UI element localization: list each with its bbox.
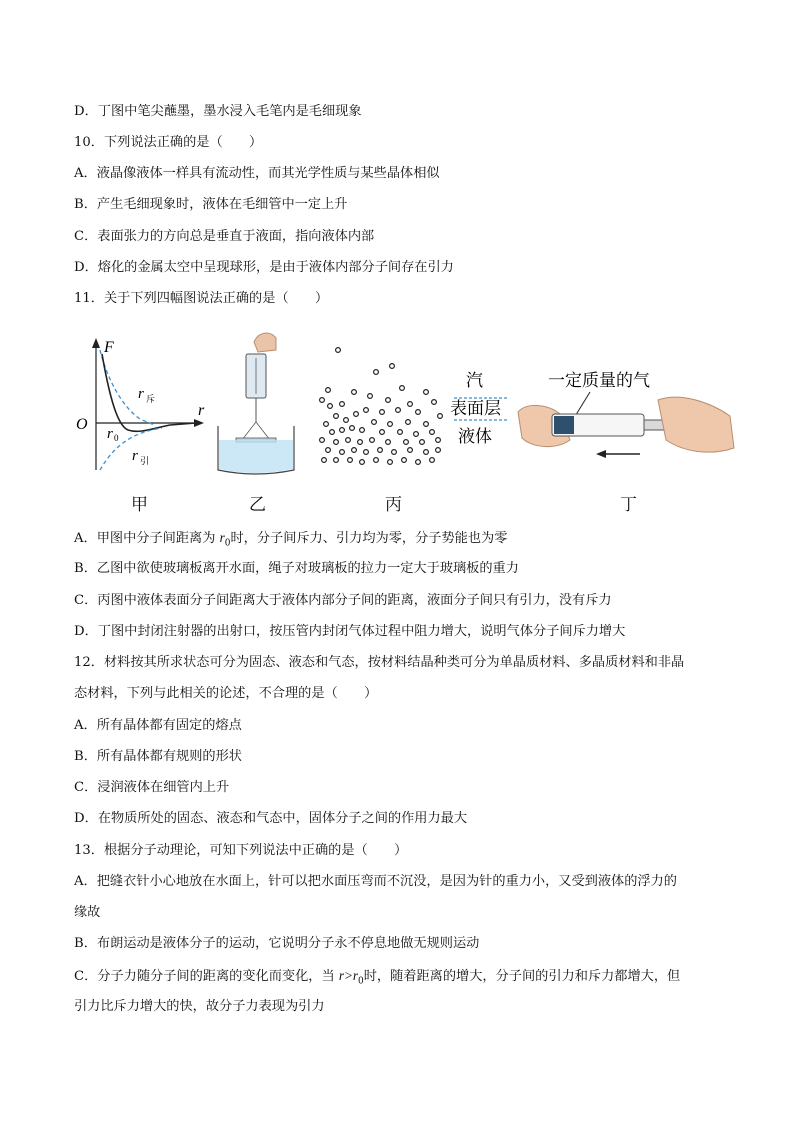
r0-sub: 0 [114, 433, 119, 443]
q10-stem: 10．下列说法正确的是（ ） [74, 135, 263, 150]
q11-option-c: C．丙图中液体表面分子间距离大于液体内部分子间的距离，液面分子间只有引力，没有斥力 [74, 593, 612, 608]
figure-panel [70, 330, 740, 520]
q12-stem-line2: 态材料，下列与此相关的论述，不合理的是（ ） [74, 686, 378, 701]
axis-r-label: r [198, 402, 205, 419]
r-gt-r0-symbol: r>r [338, 968, 359, 983]
figure-ding-syringe [518, 371, 734, 458]
q13-option-a-line1: A．把缝衣针小心地放在水面上，针可以把水面压弯而不沉没，是因为针的重力小，又受到液体的浮力的 [74, 874, 677, 889]
q12-stem-line1: 12．材料按其所求状态可分为固态、液态和气态，按材料结晶种类可分为单晶质材料、多晶质材料和非晶 [74, 655, 685, 670]
q13-stem: 13．根据分子动理论，可知下列说法中正确的是（ ） [74, 843, 408, 858]
figure-bing-labels [450, 371, 508, 447]
q9-option-d: D．丁图中笔尖蘸墨，墨水浸入毛笔内是毛细现象 [74, 104, 362, 119]
q10-option-d: D．熔化的金属太空中呈现球形，是由于液体内部分子间存在引力 [74, 260, 454, 275]
q12-option-c: C．浸润液体在细管内上升 [74, 780, 230, 795]
q12-option-a: A．所有晶体都有固定的熔点 [74, 718, 242, 733]
q11-option-a [74, 529, 507, 553]
figure-jia-graph [76, 338, 205, 470]
q11-option-b: B．乙图中欲使玻璃板离开水面，绳子对玻璃板的拉力一定大于玻璃板的重力 [74, 561, 519, 576]
gas-label: 汽 [466, 371, 483, 391]
figure-ding-label: 丁 [620, 495, 637, 515]
figure-yi-apparatus [218, 333, 294, 474]
figure-jia-label: 甲 [131, 495, 148, 515]
repulsion-label: r [138, 386, 144, 402]
figure-bing-molecules [320, 348, 443, 465]
repulsion-sub: 斥 [146, 395, 156, 405]
q11a-prefix: A．甲图中分子间距离为 [74, 531, 220, 546]
q13-option-c-line1 [74, 967, 680, 991]
attraction-sub: 引 [140, 457, 150, 467]
q12-option-b: B．所有晶体都有规则的形状 [74, 749, 242, 764]
liquid-label: 液体 [458, 427, 492, 447]
r-gt-r0-subscript: 0 [358, 976, 364, 987]
q13c-suffix: 时，随着距离的增大，分子间的引力和斥力都增大，但 [363, 969, 681, 984]
q10-option-b: B．产生毛细现象时，液体在毛细管中一定上升 [74, 197, 348, 212]
surface-layer-label: 表面层 [450, 399, 501, 419]
figure-yi-label: 乙 [249, 495, 266, 515]
q13c-prefix: C．分子力随分子间的距离的变化而变化，当 [74, 969, 339, 984]
r0-symbol: r [219, 530, 225, 545]
origin-label: O [76, 416, 88, 433]
axis-f-label: F [104, 339, 114, 356]
q13-option-a-line2: 缘故 [74, 905, 101, 920]
r0-label: r [107, 426, 113, 442]
q11-stem: 11．关于下列四幅图说法正确的是（ ） [74, 291, 329, 306]
attraction-label: r [132, 448, 138, 464]
gas-mass-label: 一定质量的气 [548, 371, 650, 391]
q13-option-b: B．布朗运动是液体分子的运动，它说明分子永不停息地做无规则运动 [74, 936, 480, 951]
q13-option-c-line2: 引力比斥力增大的快，故分子力表现为引力 [74, 999, 325, 1014]
r0-subscript: 0 [224, 538, 231, 549]
q12-option-d: D．在物质所处的固态、液态和气态中，固体分子之间的作用力最大 [74, 811, 468, 826]
figure-bing-label: 丙 [385, 495, 402, 515]
q11a-suffix: 时，分子间斥力、引力均为零，分子势能也为零 [230, 531, 508, 546]
q10-option-a: A．液晶像液体一样具有流动性，而其光学性质与某些晶体相似 [74, 166, 440, 181]
q11-option-d: D．丁图中封闭注射器的出射口，按压管内封闭气体过程中阻力增大，说明气体分子间斥力增大 [74, 624, 626, 639]
q11-figures [70, 330, 740, 520]
q10-option-c: C．表面张力的方向总是垂直于液面，指向液体内部 [74, 229, 375, 244]
